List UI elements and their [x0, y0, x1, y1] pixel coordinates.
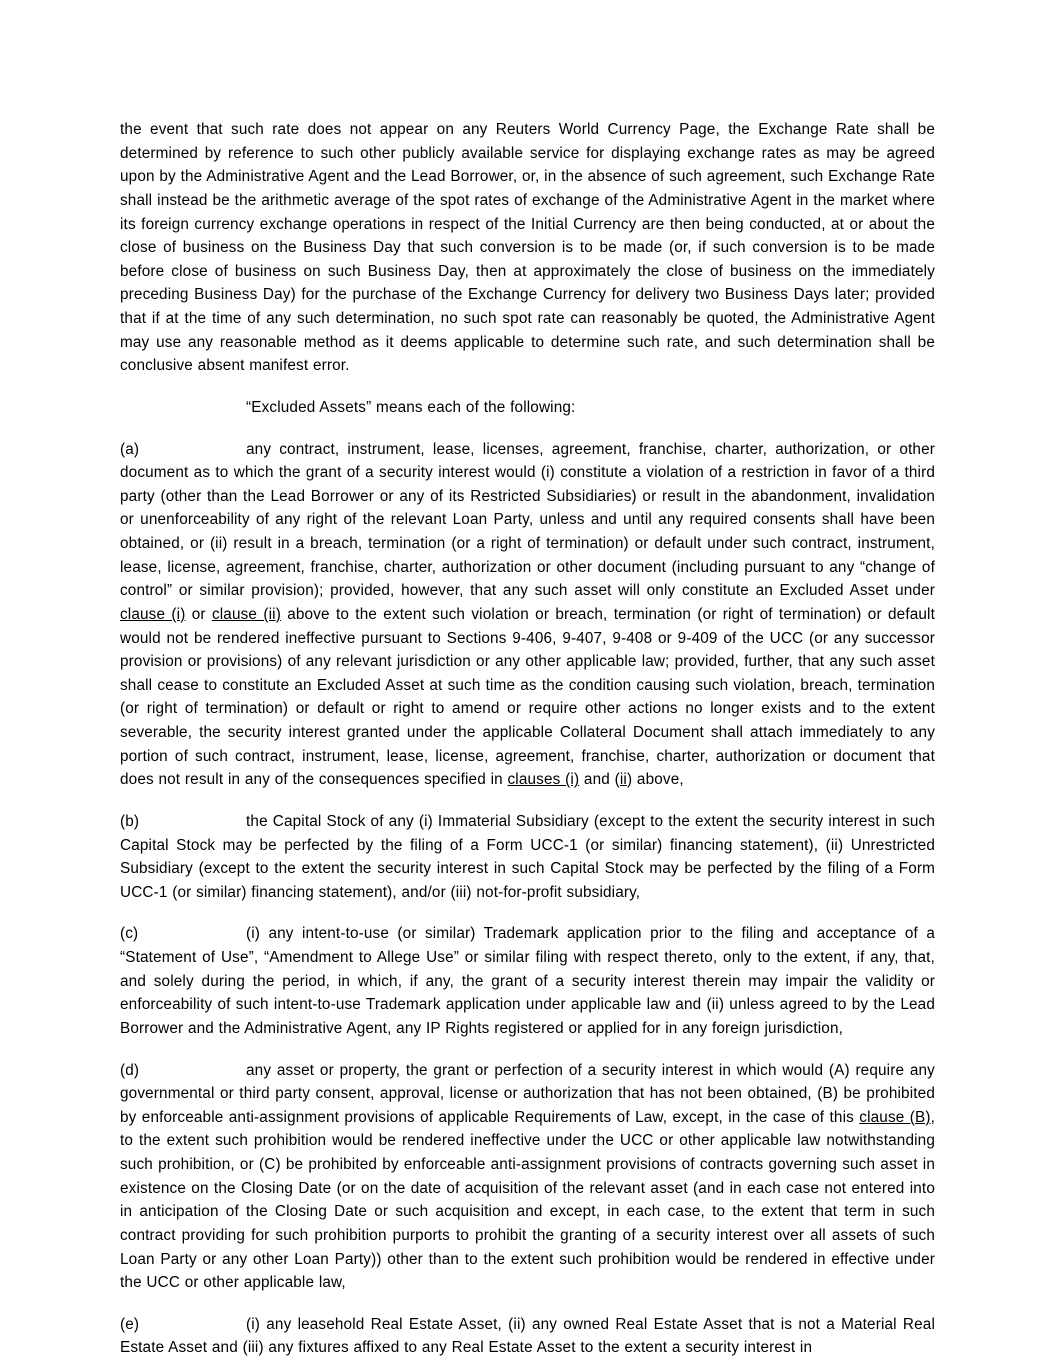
clause-letter-c-text: (c)	[120, 925, 139, 943]
clause-a-text: any contract, instrument, lease, licenses, agreement, franchise, charter, authorization, or other document as to which the grant of a security interest would (i) constitute a violation of a restriction in favor of a third party (other than the Lead Borrower or any of its Restricted Subsidiaries) or result in the abandonment, invalidation or unenforceability of any right of the relevant Loan Party, unless and until any required consents shall have been obtained, or (ii) result in a breach, termination (or a right of termination) or default under such contract, instrument, lease, license, agreement, franchise, charter, authorization or other document (including pursuant to any “change of control” or similar provision); provided, however, that any such asset will only constitute an Excluded Asset under clause (i) or clause (ii) above to the extent such violation or breach, termination (or right of termination) or default would not be rendered ineffective pursuant to Sections 9-406, 9-407, 9-408 or 9-409 of the UCC (or any successor provision or provisions) of any relevant jurisdiction or any other applicable law; provided, further, that any such asset shall cease to constitute an Excluded Asset at such time as the condition causing such violation, breach, termination (or right of termination) or default or right to amend or require other actions no longer exists and to the extent severable, the security interest granted under the applicable Collateral Document shall attach immediately to any portion of such contract, instrument, lease, license, agreement, franchise, charter, authorization or document that does not result in any of the consequences specified in clauses (i) and (ii) above,	[120, 440, 935, 789]
clause-letter-a-text: (a)	[120, 440, 140, 458]
clause-e-text: (i) any leasehold Real Estate Asset, (ii) any owned Real Estate Asset that is not a Material Real Estate Asset and (iii) any fixtures affixed to any Real Estate Asset to the extent a security interest in	[120, 1315, 935, 1357]
clause-d-text: any asset or property, the grant or perfection of a security interest in which would (A) require any governmental or third party consent, approval, license or authorization that has not been obtained, (B) be prohibited by enforceable anti-assignment provisions of applicable Requirements of Law, except, in the case of this clause (B), to the extent such prohibition would be rendered ineffective under the UCC or other applicable law notwithstanding such prohibition, or (C) be prohibited by enforceable anti-assignment provisions of contracts governing such asset in existence on the Closing Date (or on the date of acquisition of the relevant asset (and in each case not entered into in anticipation of the Closing Date or such acquisition and except, in each case, to the extent that term in such contract providing for such prohibition purports to prohibit the granting of a security interest over all assets of such Loan Party or any other Loan Party)) other than to the extent such prohibition would be rendered in effective under the UCC or other applicable law,	[120, 1061, 935, 1292]
clause-b-text: the Capital Stock of any (i) Immaterial Subsidiary (except to the extent the security interest in such Capital Stock may be perfected by the filing of a Form UCC-1 (or similar) financing statement), (ii) Unrestricted Subsidiary (except to the extent the security interest in such Capital Stock may be perfected by the filing of a Form UCC-1 (or similar) financing statement), and/or (iii) not-for-profit subsidiary,	[120, 812, 935, 901]
clause-letter-d	[120, 1059, 246, 1083]
paragraph-clause-d	[120, 1059, 935, 1295]
paragraph-clause-b	[120, 810, 935, 905]
document-body	[120, 118, 935, 1360]
clause-letter-c	[120, 922, 246, 946]
paragraph-clause-a	[120, 438, 935, 792]
clause-letter-e-text: (e)	[120, 1315, 140, 1333]
clause-letter-d-text: (d)	[120, 1061, 140, 1079]
clause-c-text: (i) any intent-to-use (or similar) Trademark application prior to the filing and acceptance of a “Statement of Use”, “Amendment to Allege Use” or similar filing with respect thereto, only to the extent, if any, that, and solely during the period, in which, if any, the grant of a security interest therein may impair the validity or enforceability of such intent-to-use Trademark application under applicable law and (ii) unless agreed to by the Lead Borrower and the Administrative Agent, any IP Rights registered or applied for in any foreign jurisdiction,	[120, 925, 935, 1037]
paragraph-clause-e	[120, 1313, 935, 1360]
clause-letter-e	[120, 1313, 246, 1337]
paragraph-excluded-assets-lead: “Excluded Assets” means each of the following:	[246, 398, 576, 416]
clause-letter-b-text: (b)	[120, 812, 140, 830]
clause-letter-a	[120, 438, 246, 462]
paragraph-continuation: the event that such rate does not appear on any Reuters World Currency Page, the Exchange Rate shall be determined by reference to such other publicly available service for displaying exchange rates as may be agreed upon by the Administrative Agent and the Lead Borrower, or, in the absence of such agreement, such Exchange Rate shall instead be the arithmetic average of the spot rates of exchange of the Administrative Agent in the market where its foreign currency exchange operations in respect of the Initial Currency are then being conducted, at or about the close of business on the Business Day that such conversion is to be made (or, if such conversion is to be made before close of business on such Business Day, then at approximately the close of business on the immediately preceding Business Day) for the purchase of the Exchange Currency for delivery two Business Days later; provided that if at the time of any such determination, no such spot rate can reasonably be quoted, the Administrative Agent may use any reasonable method as it deems applicable to determine such rate, and such determination shall be conclusive absent manifest error.	[120, 121, 935, 375]
clause-letter-b	[120, 810, 246, 834]
paragraph-clause-c	[120, 922, 935, 1040]
